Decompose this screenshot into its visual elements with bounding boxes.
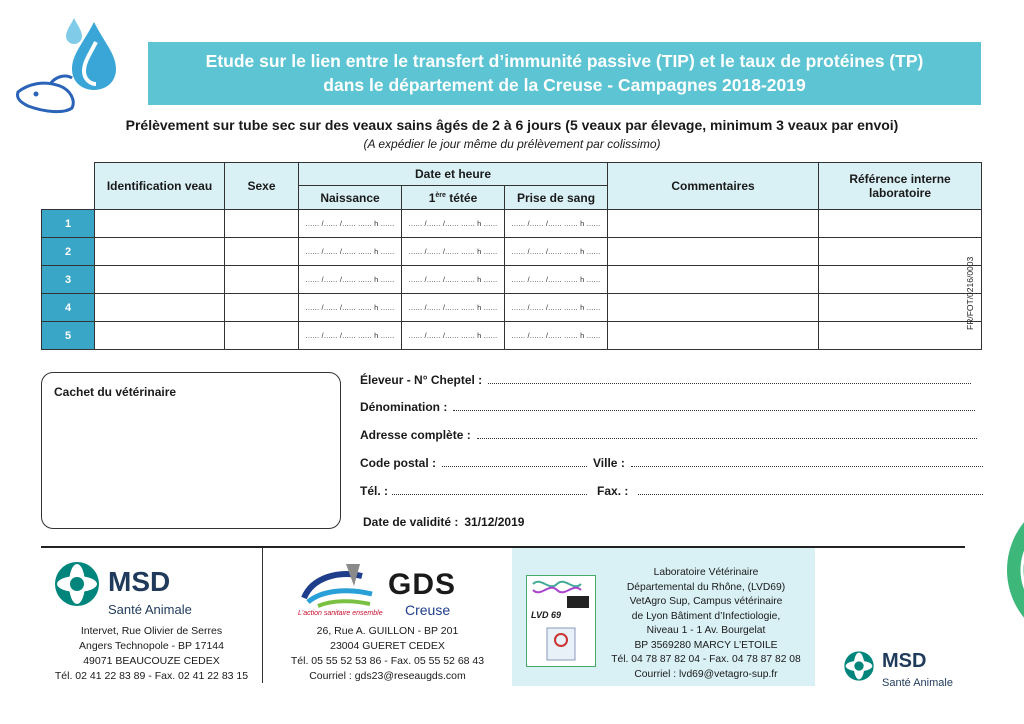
prise-de-sang-cell[interactable]: ...... /...... /...... ...... h ...... — [505, 294, 608, 322]
header-sexe: Sexe — [225, 163, 299, 210]
commentaires-cell[interactable] — [608, 294, 819, 322]
row-number: 5 — [42, 322, 95, 350]
validity-date — [363, 515, 524, 529]
tel-label: Tél. : — [360, 484, 389, 498]
header-prise-de-sang: Prise de sang — [505, 186, 608, 210]
validity-value: 31/12/2019 — [464, 515, 525, 529]
header-identification: Identification veau — [95, 163, 225, 210]
table-row — [42, 210, 982, 238]
table-row — [42, 294, 982, 322]
msd-corner-brand-sub: Santé Animale — [882, 677, 953, 689]
cow-drop-logo-icon — [14, 14, 134, 114]
tetee-cell[interactable]: ...... /...... /...... ...... h ...... — [402, 266, 505, 294]
lvd69-card-icon — [527, 576, 595, 666]
tetee-cell[interactable]: ...... /...... /...... ...... h ...... — [402, 294, 505, 322]
sampling-instructions: Prélèvement sur tube sec sur des veaux sains âgés de 2 à 6 jours (5 veaux par élevage, minimum 3 veaux par envoi) — [125, 117, 899, 133]
row-number: 1 — [42, 210, 95, 238]
calves-table — [41, 162, 982, 350]
table-row — [42, 266, 982, 294]
msd-logo-icon — [53, 560, 101, 608]
naissance-cell[interactable]: ...... /...... /...... ...... h ...... — [299, 322, 402, 350]
prise-de-sang-cell[interactable]: ...... /...... /...... ...... h ...... — [505, 238, 608, 266]
reference-cell[interactable] — [819, 294, 982, 322]
reference-cell[interactable] — [819, 210, 982, 238]
decorative-green-arc — [972, 500, 1024, 640]
code-postal-label: Code postal : — [360, 456, 437, 470]
identification-cell[interactable] — [95, 266, 225, 294]
msd-brand: MSD — [108, 566, 171, 597]
prise-de-sang-cell[interactable]: ...... /...... /...... ...... h ...... — [505, 266, 608, 294]
table-row — [42, 322, 982, 350]
header-reference: Référence interne laboratoire — [819, 163, 982, 210]
prise-de-sang-cell[interactable]: ...... /...... /...... ...... h ...... — [505, 210, 608, 238]
sexe-cell[interactable] — [225, 294, 299, 322]
row-number: 2 — [42, 238, 95, 266]
gds-swirl-logo-icon — [298, 562, 380, 610]
gds-tagline: L'action sanitaire ensemble — [298, 610, 383, 617]
msd-address: Intervet, Rue Olivier de Serres Angers Technopole - BP 17144 49071 BEAUCOUZE CEDEX Tél. 02 41 22 83 89 - Fax. 02 41 22 83 15 — [54, 625, 249, 682]
commentaires-cell[interactable] — [608, 322, 819, 350]
title-line-2: dans le département de la Creuse - Campagnes 2018-2019 — [323, 75, 806, 95]
row-number: 4 — [42, 294, 95, 322]
form-reference-code: FR/FOT/0216/0003 — [965, 256, 975, 330]
commentaires-cell[interactable] — [608, 266, 819, 294]
stamp-label: Cachet du vétérinaire — [54, 385, 177, 399]
table-row — [42, 238, 982, 266]
header-naissance: Naissance — [299, 186, 402, 210]
gds-brand-sub: Creuse — [405, 602, 451, 618]
naissance-cell[interactable]: ...... /...... /...... ...... h ...... — [299, 238, 402, 266]
gds-brand: GDS — [388, 568, 457, 601]
commentaires-cell[interactable] — [608, 238, 819, 266]
naissance-cell[interactable]: ...... /...... /...... ...... h ...... — [299, 294, 402, 322]
reference-cell[interactable] — [819, 322, 982, 350]
eleveur-label: Éleveur - N° Cheptel : — [360, 373, 483, 387]
lab-address: Laboratoire Vétérinaire Départemental du Rhône, (LVD69) VetAgro Sup, Campus vétérinaire de Lyon Bâtiment d’Infectiologie, Niveau 1 - 1 Av. Bourgelat BP 3569280 MARCY L’ETOILE Tél. 04 78 87 82 04 - Fax. 04 78 87 82 08 Courriel : lvd69@vetagro-sup.fr — [611, 567, 801, 680]
msd-brand-sub: Santé Animale — [108, 602, 192, 617]
eleveur-field[interactable] — [360, 373, 971, 387]
adresse-label: Adresse complète : — [360, 428, 471, 442]
fax-label: Fax. : — [597, 484, 629, 498]
tetee-cell[interactable]: ...... /...... /...... ...... h ...... — [402, 238, 505, 266]
naissance-cell[interactable]: ...... /...... /...... ...... h ...... — [299, 266, 402, 294]
identification-cell[interactable] — [95, 238, 225, 266]
identification-cell[interactable] — [95, 294, 225, 322]
identification-cell[interactable] — [95, 322, 225, 350]
validity-label: Date de validité : — [363, 515, 459, 529]
footer-divider — [41, 546, 965, 548]
tetee-cell[interactable]: ...... /...... /...... ...... h ...... — [402, 322, 505, 350]
title-line-1: Etude sur le lien entre le transfert d’immunité passive (TIP) et le taux de protéines (TP) — [205, 51, 924, 71]
denomination-field[interactable] — [360, 400, 975, 414]
header-commentaires: Commentaires — [608, 163, 819, 210]
reference-cell[interactable] — [819, 238, 982, 266]
veterinarian-stamp-box[interactable] — [41, 372, 341, 529]
header-tetee-superscript: ère — [435, 191, 446, 199]
commentaires-cell[interactable] — [608, 210, 819, 238]
gds-address: 26, Rue A. GUILLON - BP 201 23004 GUERET CEDEX Tél. 05 55 52 53 86 - Fax. 05 55 52 68 43 Courriel : gds23@reseaugds.com — [290, 625, 485, 682]
reference-cell[interactable] — [819, 266, 982, 294]
msd-corner-logo-icon — [843, 650, 875, 682]
title-banner — [148, 42, 981, 105]
header-premiere-tetee: 1ère tétée — [402, 186, 505, 210]
sexe-cell[interactable] — [225, 210, 299, 238]
tetee-cell[interactable]: ...... /...... /...... ...... h ...... — [402, 210, 505, 238]
prise-de-sang-cell[interactable]: ...... /...... /...... ...... h ...... — [505, 322, 608, 350]
lvd69-card-label: LVD 69 — [531, 610, 562, 620]
ville-label: Ville : — [593, 456, 625, 470]
msd-corner-brand: MSD — [882, 650, 927, 672]
adresse-field[interactable] — [360, 428, 977, 442]
sexe-cell[interactable] — [225, 322, 299, 350]
shipping-note: (A expédier le jour même du prélèvement par colissimo) — [363, 137, 661, 151]
sexe-cell[interactable] — [225, 238, 299, 266]
tel-fax-field[interactable] — [360, 484, 983, 498]
identification-cell[interactable] — [95, 210, 225, 238]
header-date-heure: Date et heure — [299, 163, 608, 186]
row-number: 3 — [42, 266, 95, 294]
naissance-cell[interactable]: ...... /...... /...... ...... h ...... — [299, 210, 402, 238]
lvd69-card-logo — [526, 575, 596, 667]
sexe-cell[interactable] — [225, 266, 299, 294]
code-postal-field[interactable] — [360, 456, 983, 470]
denomination-label: Dénomination : — [360, 400, 448, 414]
